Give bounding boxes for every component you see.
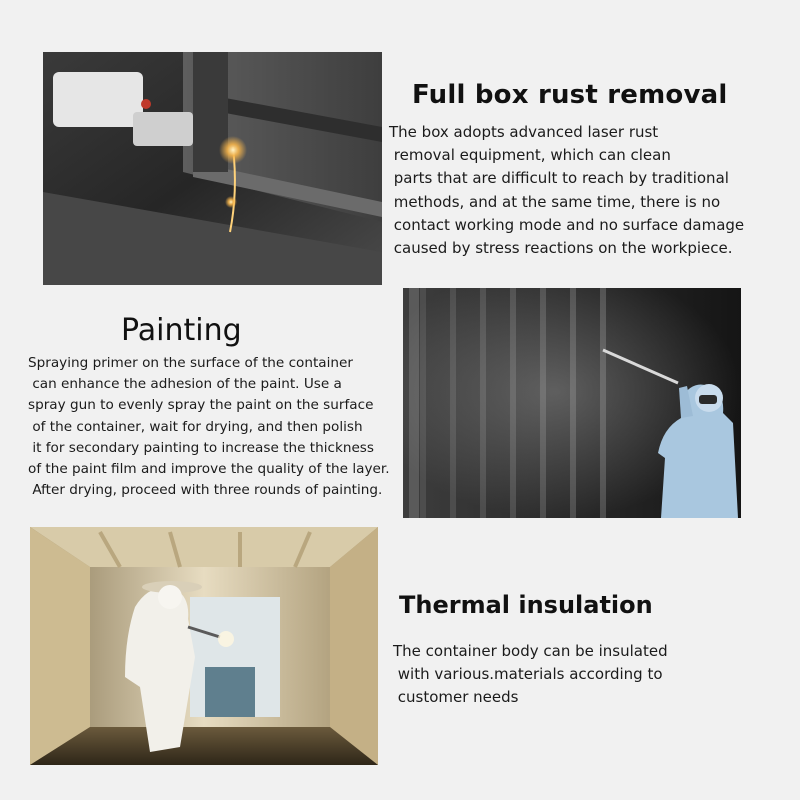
description-line: methods, and at the same time, there is no — [389, 192, 721, 211]
description-line: spray gun to evenly spray the paint on the surface — [28, 397, 374, 414]
description-line: caused by stress reactions on the workpiece. — [389, 239, 733, 258]
painting-heading: Painting — [121, 313, 242, 348]
description-line: The container body can be insulated — [393, 642, 668, 660]
description-line: it for secondary painting to increase the thickness — [28, 439, 374, 456]
description-line: of the container, wait for drying, and then polish — [28, 418, 363, 435]
description-line: can enhance the adhesion of the paint. Use a — [28, 376, 342, 393]
container-painting-photo — [403, 288, 741, 518]
thermal-insulation-photo — [30, 527, 378, 765]
description-line: removal equipment, which can clean — [389, 146, 671, 165]
painting-description — [28, 353, 390, 501]
description-line: of the paint film and improve the quality of the layer. — [28, 461, 390, 478]
description-line: The box adopts advanced laser rust — [389, 123, 659, 141]
rust-removal-heading: Full box rust removal — [412, 80, 728, 110]
thermal-insulation-heading: Thermal insulation — [399, 591, 653, 619]
description-line: Spraying primer on the surface of the container — [28, 355, 353, 371]
laser-rust-removal-photo — [43, 52, 382, 285]
rust-removal-description — [389, 121, 744, 260]
description-line: with various.materials according to — [393, 665, 663, 683]
description-line: After drying, proceed with three rounds of painting. — [28, 482, 383, 499]
description-line: parts that are difficult to reach by traditional — [389, 169, 729, 188]
thermal-insulation-description — [393, 640, 668, 709]
description-line: contact working mode and no surface damage — [389, 215, 745, 234]
description-line: customer needs — [393, 688, 519, 706]
